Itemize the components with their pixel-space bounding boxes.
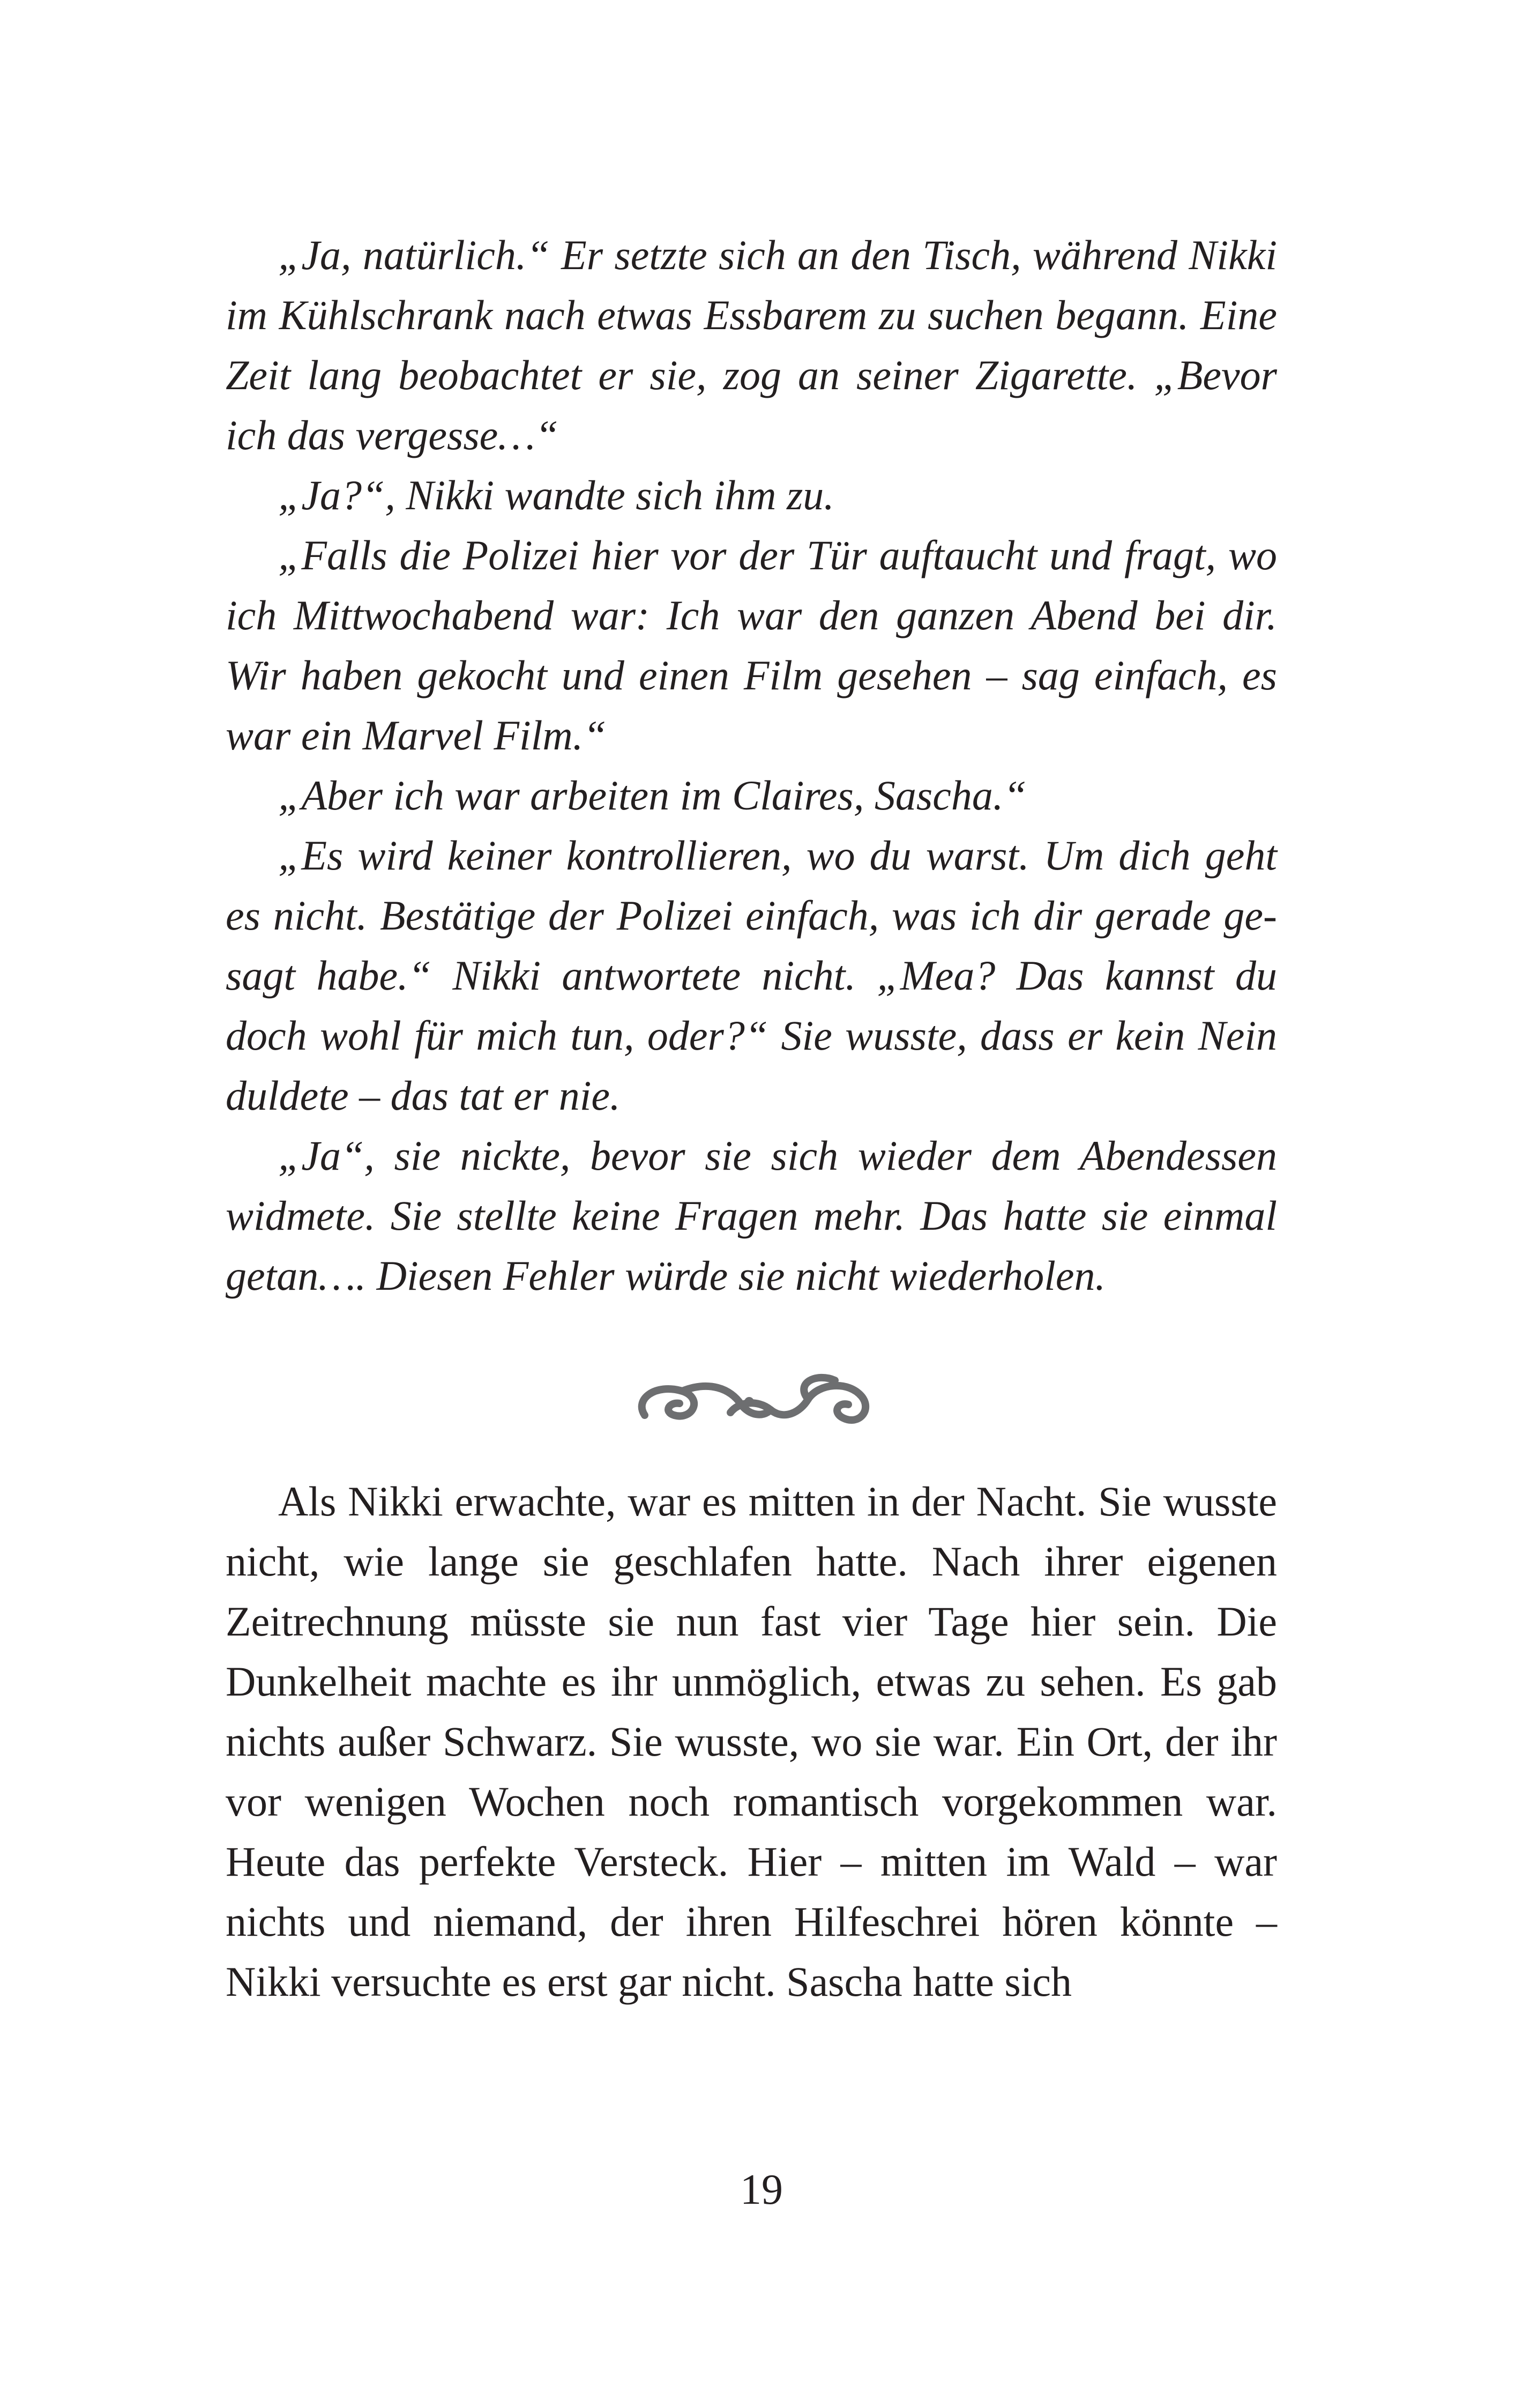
paragraph: „Aber ich war arbeiten im Claires, Sascha.“: [278, 772, 1027, 819]
paragraph: „Ja, natürlich.“ Er setzte sich an den Tisch, während Nikki im Kühlschrank nach etwas Essbarem zu suchen begann. Eine Zeit lang beobachtet er sie, zog an seiner Zigarette. „Bevor ich das vergesse…“: [226, 232, 1277, 458]
italic-dialogue-section: [226, 225, 1277, 1306]
paragraph: „Falls die Polizei hier vor der Tür auftaucht und fragt, wo ich Mittwochabend war: Ich war den ganzen Abend bei dir. Wir haben gekocht und einen Film gesehen – sag einfach, es war ein Marvel Film.“: [226, 532, 1277, 759]
paragraph: „Ja“, sie nickte, bevor sie sich wieder dem Abendessen widmete. Sie stellte keine Fragen mehr. Das hatte sie einmal getan…. Diesen Fehler würde sie nicht wiederholen.: [226, 1132, 1277, 1299]
narrative-section: [226, 1471, 1277, 2012]
paragraph: „Es wird keiner kontrollieren, wo du warst. Um dich geht es nicht. Bestätige der Polizei einfach, was ich dir gerade gesagt habe.“ Nikki antwortete nicht. „Mea? Das kannst du doch wohl für mich tun, oder?“ Sie wusste, dass er kein Nein duldete – das tat er nie.: [226, 832, 1277, 1119]
page-number: 19: [740, 2166, 783, 2213]
flourish-divider-icon: [623, 1362, 880, 1437]
paragraph: „Ja?“, Nikki wandte sich ihm zu.: [278, 472, 834, 518]
paragraph: Als Nikki erwachte, war es mitten in der Nacht. Sie wusste nicht, wie lange sie geschlafen hatte. Nach ihrer eigenen Zeitrechnung müsste sie nun fast vier Tage hier sein. Die Dunkelheit machte es ihr unmöglich, etwas zu sehen. Es gab nichts außer Schwarz. Sie wusste, wo sie war. Ein Ort, der ihr vor wenigen Wochen noch romantisch vorgekommen war. Heute das perfekte Versteck. Hier – mitten im Wald – war nichts und niemand, der ihren Hilfeschrei hören könnte – Nikki versuchte es erst gar nicht. Sascha hatte sich: [226, 1478, 1277, 2005]
